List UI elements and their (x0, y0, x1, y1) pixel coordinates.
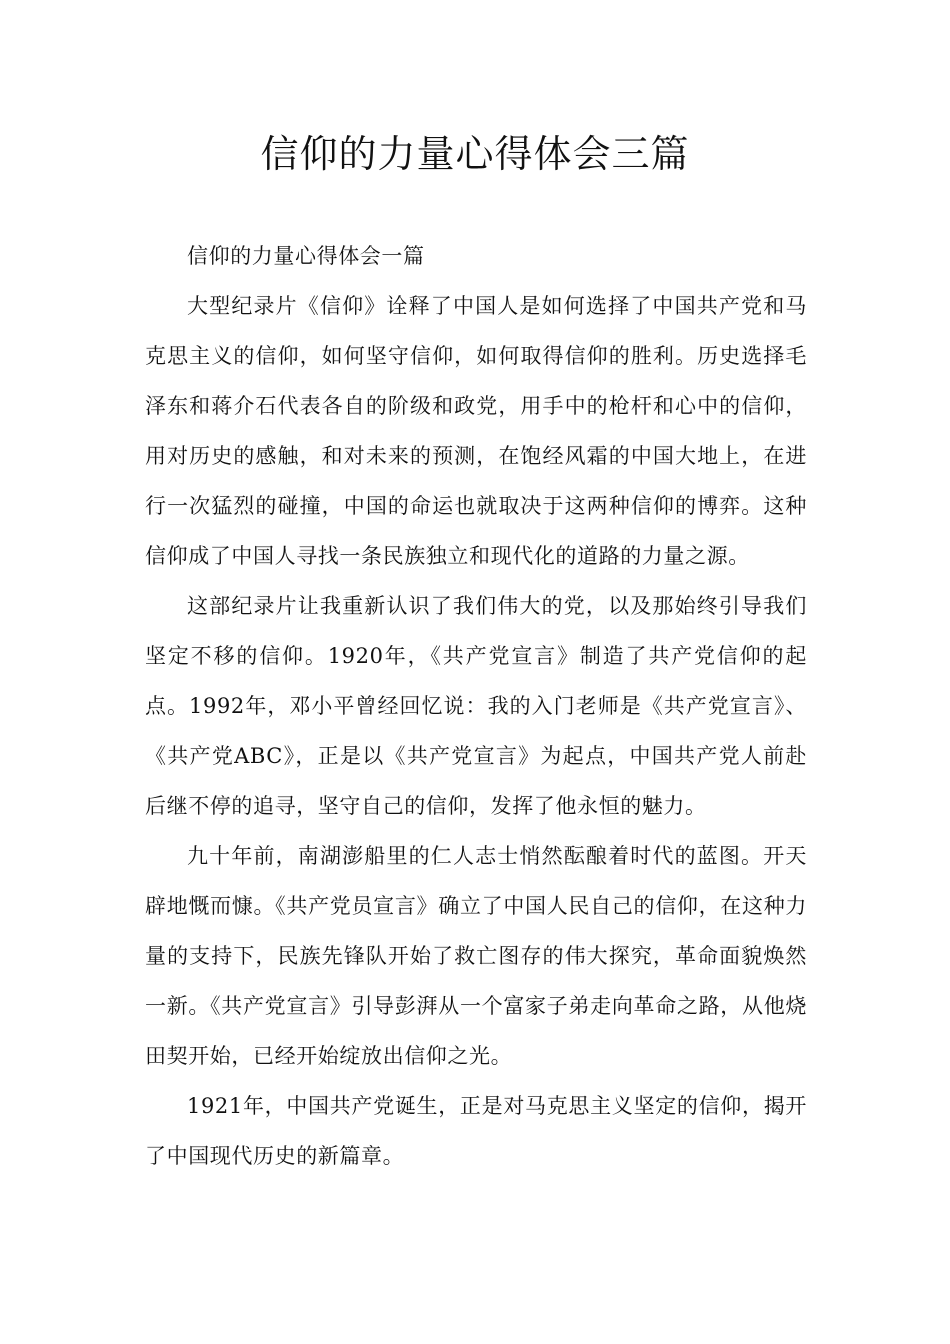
paragraph-4: 1921年，中国共产党诞生，正是对马克思主义坚定的信仰，揭开了中国现代历史的新篇章。 (145, 1094, 807, 1168)
paragraph-1: 大型纪录片《信仰》诠释了中国人是如何选择了中国共产党和马克思主义的信仰，如何坚守信仰，如何取得信仰的胜利。历史选择毛泽东和蒋介石代表各自的阶级和政党，用手中的枪杆和心中的信仰，用对历史的感触，和对未来的预测，在饱经风霜的中国大地上，在进行一次猛烈的碰撞，中国的命运也就取决于这两种信仰的博弈。这种信仰成了中国人寻找一条民族独立和现代化的道路的力量之源。 (145, 294, 807, 568)
paragraph-3: 九十年前，南湖澎船里的仁人志士悄然酝酿着时代的蓝图。开天辟地慨而慷。《共产党员宣言》确立了中国人民自己的信仰，在这种力量的支持下，民族先锋队开始了救亡图存的伟大探究，革命面貌焕然一新。《共产党宣言》引导彭湃从一个富家子弟走向革命之路，从他烧田契开始，已经开始绽放出信仰之光。 (145, 844, 807, 1068)
document-title: 信仰的力量心得体会三篇 (260, 132, 690, 176)
paragraph-2: 这部纪录片让我重新认识了我们伟大的党，以及那始终引导我们坚定不移的信仰。1920年，《共产党宣言》制造了共产党信仰的起点。1992年，邓小平曾经回忆说：我的入门老师是《共产党宣言》、《共产党ABC》，正是以《共产党宣言》为起点，中国共产党人前赴后继不停的追寻，坚守自己的信仰，发挥了他永恒的魅力。 (145, 594, 807, 818)
section-heading: 信仰的力量心得体会一篇 (187, 244, 425, 268)
document-body (145, 231, 807, 1181)
